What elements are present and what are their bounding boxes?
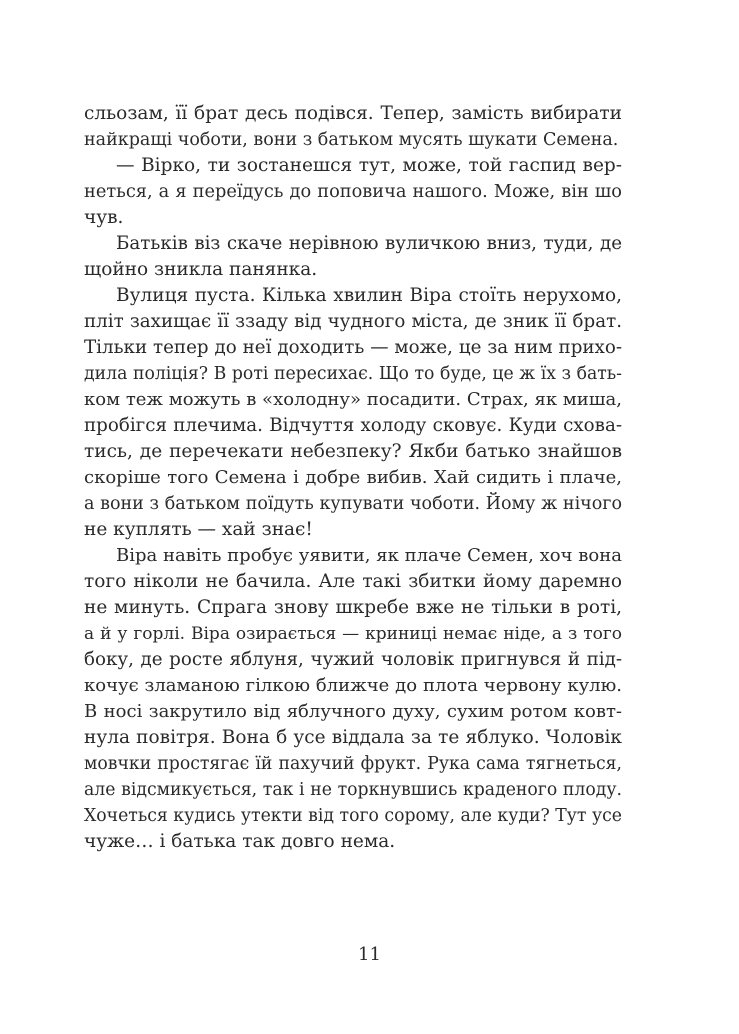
text-line: мовчки простягає їй пахучий фрукт. Рука сама тягнеться, (84, 754, 622, 774)
text-line: пліт захищає її ззаду від чудного міста, де зник її брат. (84, 311, 622, 332)
paragraph (84, 283, 622, 543)
text-line: чув. (84, 207, 124, 228)
text-line: чуже… і батька так довго нема. (84, 831, 396, 852)
text-line: боку, де росте яблуня, чужий чоловік пригнувся й під- (84, 649, 622, 670)
text-line: Вулиця пуста. Кілька хвилин Віра стоїть нерухомо, (116, 285, 622, 306)
text-line: того ніколи не бачила. Але такі збитки йому даремно (84, 571, 622, 592)
text-line: найкращі чоботи, вони з батьком мусять шукати Семена. (84, 130, 619, 150)
text-line: Віра навіть пробує уявити, як плаче Семен, хоч вона (116, 545, 622, 566)
text-line: кочує зламаною гілкою ближче до плота червону кулю. (84, 675, 622, 696)
text-line: Хочеться кудись утекти від того сорому, але куди? Тут усе (84, 806, 622, 826)
text-line: тись, де перечекати небезпеку? Якби батько знайшов (84, 441, 622, 462)
text-line: дила поліція? В роті пересихає. Що то буде, це ж їх з бать- (84, 364, 622, 384)
paragraph (84, 543, 622, 855)
paragraph (84, 101, 622, 153)
text-line: — Вірко, ти зостанешся тут, може, той гаспид вер- (116, 155, 622, 176)
text-line: не куплять — хай знає! (84, 519, 313, 540)
text-line: Батьків віз скаче нерівною вуличкою вниз, туди, де (116, 233, 622, 254)
text-line: Тільки тепер до неї доходить — може, це за ним прихо- (84, 337, 622, 358)
text-line: неться, а я переїдусь до поповича нашого. Може, він шо (84, 182, 622, 202)
page-number: 11 (358, 944, 381, 965)
text-line: сльозам, її брат десь подівся. Тепер, замість вибирати (84, 103, 622, 124)
text-line: ком теж можуть в «холодну» посадити. Страх, як миша, (84, 389, 622, 410)
text-line: пробігся плечима. Відчуття холоду сковує. Куди схова- (84, 415, 622, 436)
text-line: скоріше того Семена і добре вибив. Хай сидить і плаче, (84, 467, 622, 488)
text-line: а вони з батьком поїдуть купувати чоботи. Йому ж нічого (84, 494, 622, 514)
text-line: але відсмикується, так і не торкнувшись краденого плоду. (84, 780, 622, 800)
text-line: а й у горлі. Віра озирається — криниці немає ніде, а з того (84, 624, 622, 644)
text-line: В носі закрутило від яблучного духу, сухим ротом ковт- (84, 701, 622, 722)
body-text (84, 101, 622, 855)
paragraph (84, 153, 622, 231)
text-line: нула повітря. Вона б усе віддала за те яблуко. Чоловік (84, 727, 622, 748)
paragraph (84, 231, 622, 283)
text-line: не минуть. Спрага знову шкребе вже не тільки в роті, (84, 597, 622, 618)
text-line: щойно зникла панянка. (84, 259, 318, 280)
